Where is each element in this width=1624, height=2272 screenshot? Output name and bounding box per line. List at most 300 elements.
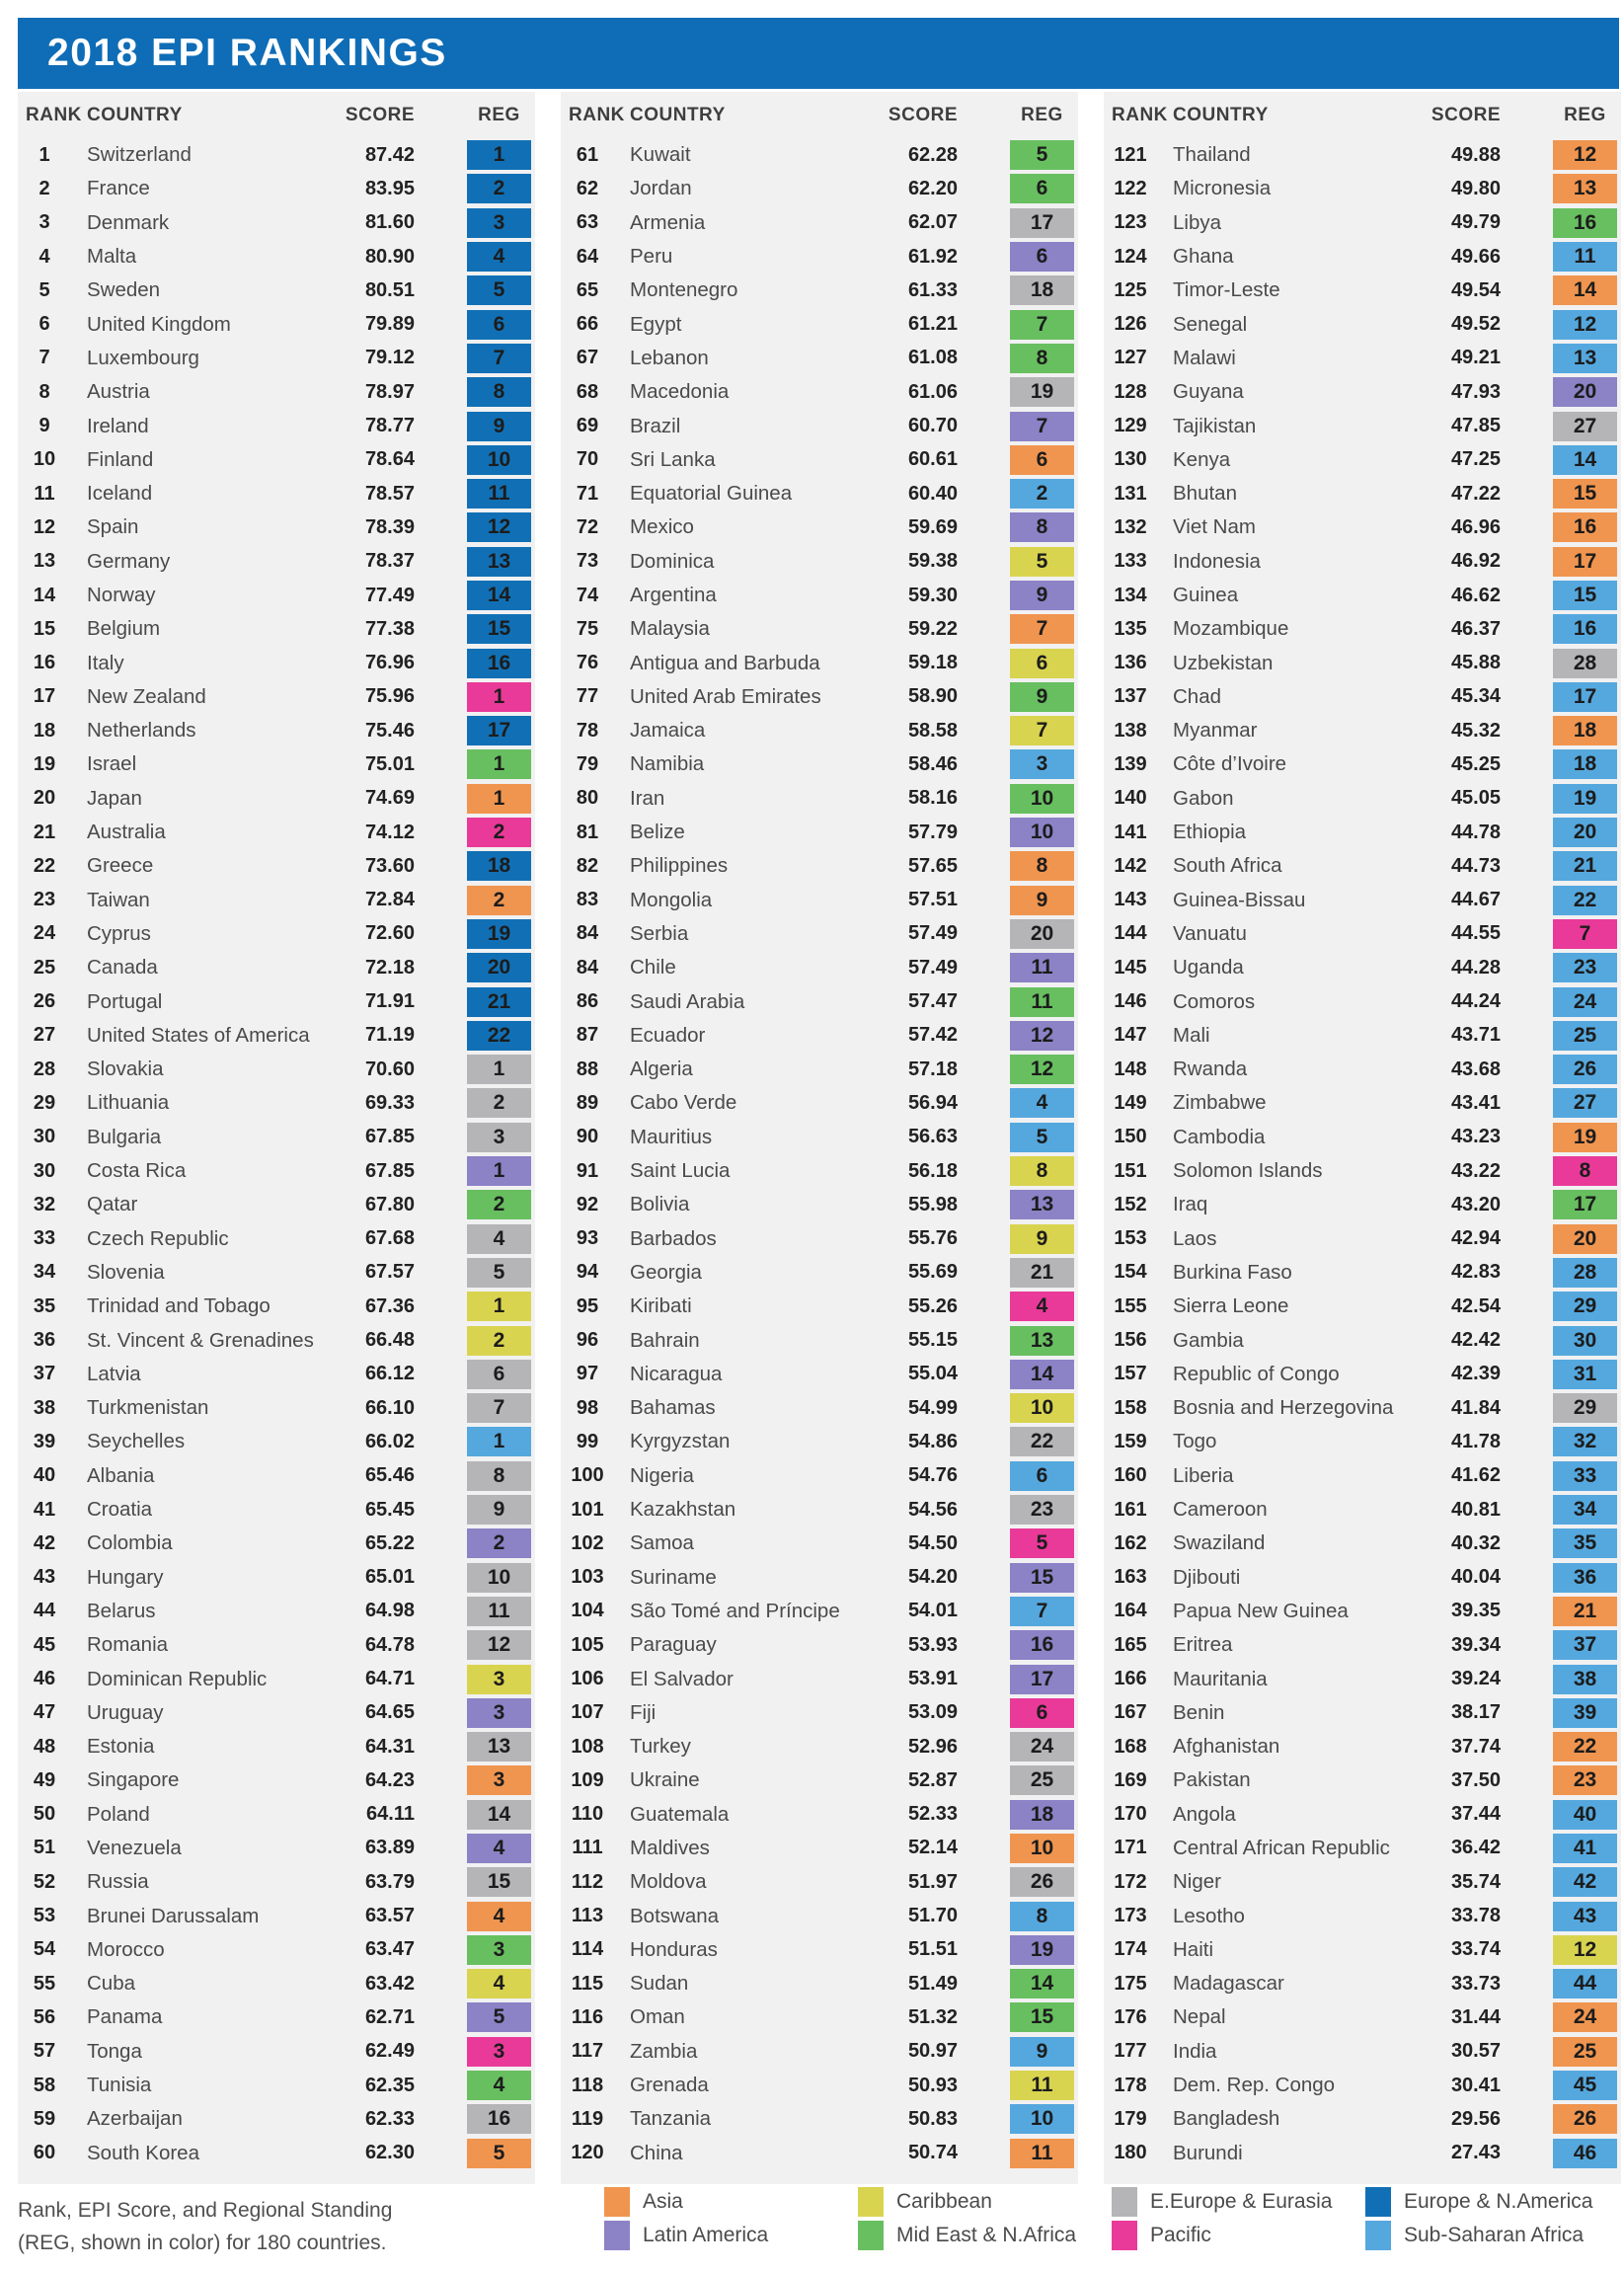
country-name: Dominica [630,549,715,573]
regional-standing-badge: 29 [1553,1292,1617,1321]
country-name: Venezuela [87,1836,182,1859]
country-name: Azerbaijan [87,2107,183,2131]
country-name: Papua New Guinea [1173,1599,1349,1622]
epi-score: 78.57 [364,482,415,505]
rank-value: 40 [33,1464,56,1487]
epi-score: 65.45 [364,1498,415,1521]
epi-score: 51.97 [907,1870,958,1893]
epi-score: 42.83 [1450,1261,1501,1284]
regional-standing-badge: 13 [467,1732,531,1762]
table-row [561,1358,1078,1391]
epi-score: 44.28 [1450,956,1501,979]
country-name: Gambia [1173,1328,1244,1352]
rank-value: 175 [1114,1972,1147,1995]
rank-value: 97 [576,1363,599,1385]
rank-value: 66 [576,313,599,336]
country-name: Lebanon [630,346,709,369]
footer-line-1: Rank, EPI Score, and Regional Standing [18,2199,393,2222]
regional-standing-badge: 2 [467,818,531,847]
table-row [561,1696,1078,1730]
rank-value: 114 [571,1938,604,1961]
epi-score: 40.32 [1450,1531,1501,1554]
country-name: Mozambique [1173,617,1289,641]
table-row [1104,680,1621,714]
rank-value: 32 [33,1193,56,1215]
epi-score: 37.44 [1450,1803,1501,1826]
legend-label-asia: Asia [643,2190,683,2213]
table-row [1104,443,1621,477]
table-row [18,816,535,849]
country-name: Guinea-Bissau [1173,888,1306,911]
epi-score: 59.38 [907,550,958,573]
rank-value: 113 [571,1905,604,1927]
country-name: Central African Republic [1173,1836,1390,1859]
table-row [18,172,535,205]
epi-score: 30.57 [1450,2040,1501,2063]
country-name: Timor-Leste [1173,278,1280,302]
epi-score: 67.80 [364,1193,415,1215]
epi-score: 42.54 [1450,1294,1501,1317]
regional-standing-badge: 8 [467,1461,531,1491]
regional-standing-badge: 6 [1010,649,1074,678]
epi-score: 51.70 [907,1905,958,1927]
table-row [561,1188,1078,1221]
table-row [1104,1798,1621,1832]
epi-score: 80.51 [364,278,415,301]
regional-standing-badge: 40 [1553,1800,1617,1830]
table-row [1104,1628,1621,1662]
country-name: Tanzania [630,2107,712,2131]
rank-value: 21 [33,821,56,843]
country-name: Italy [87,651,124,674]
epi-score: 37.74 [1450,1735,1501,1758]
country-name: Malta [87,245,137,269]
country-name: Nigeria [630,1463,694,1487]
table-row [561,409,1078,442]
regional-standing-badge: 1 [467,784,531,814]
epi-score: 46.96 [1450,515,1501,538]
epi-score: 61.92 [907,245,958,268]
country-name: Slovenia [87,1260,165,1284]
rank-value: 166 [1114,1668,1147,1689]
epi-score: 72.18 [364,956,415,979]
country-name: Colombia [87,1531,173,1555]
country-name: Montenegro [630,278,738,302]
country-name: Chile [630,956,676,979]
epi-score: 70.60 [364,1058,415,1080]
legend-label-latin: Latin America [643,2224,769,2246]
country-name: Hungary [87,1565,164,1589]
rank-value: 178 [1114,2074,1147,2096]
regional-standing-badge: 4 [467,1834,531,1863]
table-row [561,1493,1078,1527]
epi-score: 79.89 [364,313,415,336]
table-row [561,1662,1078,1695]
table-row [18,2069,535,2102]
regional-standing-badge: 32 [1553,1427,1617,1456]
rank-value: 96 [576,1329,599,1352]
table-row [18,1493,535,1527]
epi-score: 58.16 [907,787,958,810]
table-row [561,240,1078,274]
regional-standing-badge: 10 [1010,1834,1074,1863]
rank-value: 79 [576,752,599,775]
rank-value: 174 [1114,1938,1147,1961]
country-name: Viet Nam [1173,515,1256,539]
epi-score: 54.86 [907,1430,958,1452]
country-name: Russia [87,1870,149,1894]
rank-value: 122 [1114,177,1147,199]
country-name: Guyana [1173,380,1244,404]
country-name: Nepal [1173,2005,1226,2029]
epi-score: 78.37 [364,550,415,573]
epi-score: 45.32 [1450,719,1501,742]
regional-standing-badge: 5 [467,2002,531,2032]
epi-score: 62.71 [364,2005,415,2028]
table-row [561,849,1078,883]
table-row [561,1459,1078,1493]
regional-standing-badge: 30 [1553,1326,1617,1356]
table-row [561,1628,1078,1662]
rank-value: 1 [39,143,50,166]
regional-standing-badge: 13 [1010,1190,1074,1219]
table-row [561,206,1078,240]
rank-value: 39 [33,1430,56,1452]
epi-score: 58.46 [907,752,958,775]
regional-standing-badge: 1 [467,749,531,779]
table-row [561,951,1078,984]
rank-value: 118 [571,2074,604,2096]
epi-score: 61.06 [907,380,958,403]
column-header [1104,92,1621,138]
rank-value: 130 [1114,448,1147,471]
regional-standing-badge: 28 [1553,1258,1617,1288]
legend-entry-mideast [858,2221,1076,2250]
table-row [1104,612,1621,646]
epi-score: 54.76 [907,1464,958,1487]
rank-value: 179 [1114,2107,1147,2130]
country-name: Ecuador [630,1023,706,1047]
country-name: China [630,2141,683,2164]
epi-score: 43.71 [1450,1024,1501,1047]
country-name: Trinidad and Tobago [87,1294,271,1318]
regional-standing-badge: 17 [1553,1190,1617,1219]
country-name: Cyprus [87,921,151,945]
table-row [1104,951,1621,984]
country-name: Zambia [630,2039,698,2063]
rank-value: 111 [572,1837,603,1859]
regional-standing-badge: 20 [1010,919,1074,949]
country-name: United States of America [87,1023,310,1047]
regional-standing-badge: 24 [1553,2002,1617,2032]
table-row [1104,1391,1621,1425]
regional-standing-badge: 17 [1010,208,1074,238]
regional-standing-badge: 5 [467,1258,531,1288]
country-name: Czech Republic [87,1226,229,1250]
table-row [18,1222,535,1256]
rank-value: 30 [33,1126,56,1148]
country-name: Solomon Islands [1173,1159,1323,1183]
regional-standing-badge: 4 [1010,1292,1074,1321]
regional-standing-badge: 18 [1553,749,1617,779]
epi-score: 29.56 [1450,2107,1501,2130]
table-row [561,747,1078,781]
regional-standing-badge: 14 [467,1800,531,1830]
regional-standing-badge: 3 [467,1765,531,1795]
rank-value: 49 [33,1768,56,1791]
rank-value: 173 [1114,1905,1147,1927]
rank-value: 121 [1114,143,1147,166]
rank-value: 105 [571,1633,604,1656]
table-row [18,240,535,274]
table-row [1104,849,1621,883]
regional-standing-badge: 6 [1010,445,1074,475]
country-name: Gabon [1173,786,1234,810]
header-reg: REG [1564,104,1606,125]
country-name: Macedonia [630,380,730,404]
rank-value: 6 [39,313,50,336]
rank-value: 164 [1114,1600,1147,1622]
rank-value: 172 [1114,1870,1147,1893]
country-name: Haiti [1173,1937,1214,1961]
rank-value: 63 [576,211,599,234]
epi-score: 58.58 [907,719,958,742]
regional-standing-badge: 27 [1553,412,1617,441]
rank-value: 50 [33,1803,56,1826]
regional-standing-badge: 27 [1553,1088,1617,1118]
country-name: Bosnia and Herzegovina [1173,1396,1394,1420]
table-row [561,375,1078,409]
table-row [1104,1560,1621,1594]
table-row [18,545,535,579]
country-name: Kazakhstan [630,1498,736,1522]
regional-standing-badge: 45 [1553,2071,1617,2100]
rank-value: 127 [1114,347,1147,369]
table-row [1104,1053,1621,1086]
epi-score: 53.93 [907,1633,958,1656]
rank-value: 100 [571,1464,604,1487]
rank-value: 70 [576,448,599,471]
rank-value: 132 [1114,515,1147,538]
table-row [561,579,1078,612]
regional-standing-badge: 5 [1010,1528,1074,1558]
regional-standing-badge: 19 [1553,784,1617,814]
country-name: Finland [87,447,154,471]
regional-standing-badge: 12 [467,1630,531,1660]
rank-value: 84 [576,922,599,945]
country-name: Afghanistan [1173,1735,1280,1759]
regional-standing-badge: 34 [1553,1495,1617,1525]
regional-standing-badge: 9 [1010,682,1074,712]
table-row [18,1121,535,1154]
regional-standing-badge: 12 [467,512,531,542]
legend-entry-pacific [1112,2221,1332,2250]
regional-standing-badge: 10 [467,445,531,475]
regional-standing-badge: 8 [1010,512,1074,542]
epi-score: 67.57 [364,1261,415,1284]
rank-value: 138 [1114,719,1147,742]
regional-standing-badge: 16 [1553,512,1617,542]
rank-value: 74 [576,584,599,606]
table-row [18,747,535,781]
rank-value: 139 [1114,752,1147,775]
rank-value: 80 [576,787,599,810]
rank-value: 90 [576,1126,599,1148]
header-country: COUNTRY [1173,104,1269,125]
table-row [1104,240,1621,274]
epi-score: 35.74 [1450,1870,1501,1893]
rank-value: 5 [39,278,50,301]
legend-entry-europe [1365,2187,1592,2217]
table-row [18,714,535,747]
epi-score: 81.60 [364,211,415,234]
epi-score: 59.18 [907,652,958,674]
rank-value: 30 [33,1159,56,1182]
rank-value: 156 [1114,1329,1147,1352]
rank-value: 12 [33,515,56,538]
regional-standing-badge: 13 [1010,1326,1074,1356]
legend-group-4 [1365,2187,1592,2254]
rank-value: 53 [33,1905,56,1927]
regional-standing-badge: 4 [1010,1088,1074,1118]
table-row [1104,409,1621,442]
regional-standing-badge: 21 [1553,1597,1617,1626]
table-row [561,342,1078,375]
rank-value: 68 [576,380,599,403]
country-name: Namibia [630,752,705,776]
country-name: São Tomé and Príncipe [630,1599,840,1622]
table-row [18,1527,535,1560]
epi-score: 54.50 [907,1531,958,1554]
table-row [561,1595,1078,1628]
regional-standing-badge: 44 [1553,1969,1617,1998]
epi-score: 67.85 [364,1159,415,1182]
country-name: Australia [87,821,166,844]
table-row [1104,274,1621,307]
regional-standing-badge: 7 [1553,919,1617,949]
epi-score: 62.49 [364,2040,415,2063]
table-row [1104,1763,1621,1797]
table-row [1104,138,1621,172]
legend-label-mideast: Mid East & N.Africa [896,2224,1077,2246]
epi-score: 73.60 [364,854,415,877]
epi-score: 44.24 [1450,990,1501,1013]
epi-score: 87.42 [364,143,415,166]
table-row [561,1391,1078,1425]
table-row [561,984,1078,1018]
country-name: Mali [1173,1023,1210,1047]
legend-label-europe: Europe & N.America [1404,2190,1593,2213]
regional-standing-badge: 12 [1553,140,1617,170]
regional-standing-badge: 7 [467,1393,531,1423]
table-row [1104,2069,1621,2102]
regional-standing-badge: 16 [1010,1630,1074,1660]
epi-score: 59.22 [907,617,958,640]
rank-value: 57 [33,2040,56,2063]
regional-standing-badge: 6 [1010,1461,1074,1491]
country-name: Burkina Faso [1173,1260,1292,1284]
country-name: Senegal [1173,312,1248,336]
epi-score: 39.35 [1450,1600,1501,1622]
country-name: Burundi [1173,2141,1243,2164]
header-reg: REG [478,104,520,125]
regional-standing-badge: 15 [1010,2002,1074,2032]
country-name: Cambodia [1173,1125,1266,1148]
rank-value: 29 [33,1091,56,1114]
epi-score: 55.15 [907,1329,958,1352]
table-row [18,510,535,544]
rank-value: 137 [1114,685,1147,708]
regional-standing-badge: 22 [467,1021,531,1051]
epi-score: 49.79 [1450,211,1501,234]
legend-label-eeurope: E.Europe & Eurasia [1150,2190,1333,2213]
rank-value: 10 [33,448,56,471]
regional-standing-badge: 7 [1010,614,1074,644]
table-row [18,1832,535,1865]
epi-score: 61.21 [907,313,958,336]
country-name: Ukraine [630,1768,700,1792]
regional-standing-badge: 13 [1553,174,1617,203]
table-row [18,1662,535,1695]
country-name: Sudan [630,1972,689,1996]
country-name: Panama [87,2005,163,2029]
regional-standing-badge: 12 [1010,1055,1074,1084]
table-row [18,409,535,442]
table-row [18,1696,535,1730]
regional-standing-badge: 5 [1010,140,1074,170]
epi-score: 67.68 [364,1227,415,1250]
rank-value: 18 [33,719,56,742]
table-row [1104,2137,1621,2170]
regional-standing-badge: 25 [1553,1021,1617,1051]
epi-score: 47.22 [1450,482,1501,505]
regional-standing-badge: 17 [1553,547,1617,577]
epi-score: 41.78 [1450,1430,1501,1452]
rank-value: 150 [1114,1126,1147,1148]
regional-standing-badge: 23 [1553,953,1617,982]
epi-score: 49.66 [1450,245,1501,268]
regional-standing-badge: 6 [467,310,531,340]
epi-score: 64.31 [364,1735,415,1758]
rank-value: 148 [1114,1058,1147,1080]
regional-standing-badge: 6 [1010,174,1074,203]
regional-standing-badge: 3 [467,2037,531,2067]
rank-value: 8 [39,380,50,403]
rank-value: 87 [576,1024,599,1047]
table-row [561,1425,1078,1458]
table-row [18,307,535,341]
table-row [561,1323,1078,1357]
rank-value: 47 [33,1701,56,1724]
table-row [18,579,535,612]
table-row [1104,1696,1621,1730]
regional-standing-badge: 17 [1553,682,1617,712]
epi-score: 47.25 [1450,448,1501,471]
epi-score: 64.71 [364,1668,415,1689]
table-row [18,917,535,951]
rank-value: 76 [576,652,599,674]
regional-standing-badge: 3 [467,1935,531,1965]
regional-standing-badge: 39 [1553,1698,1617,1728]
rank-value: 142 [1114,854,1147,877]
table-row [18,646,535,679]
country-name: Fiji [630,1700,657,1724]
epi-score: 72.60 [364,922,415,945]
rank-value: 169 [1114,1768,1147,1791]
regional-standing-badge: 16 [467,649,531,678]
epi-score: 44.73 [1450,854,1501,877]
rank-value: 128 [1114,380,1147,403]
